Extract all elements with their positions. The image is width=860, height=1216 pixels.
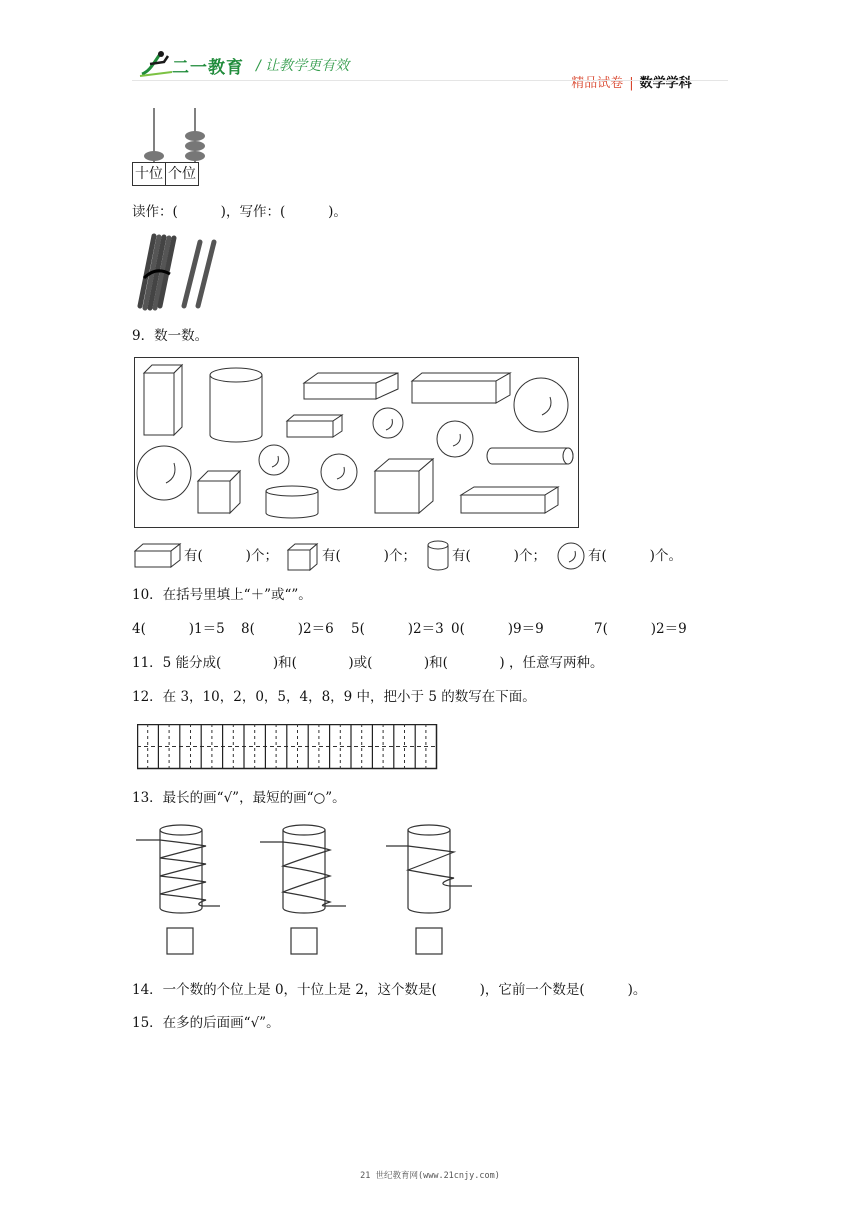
- header-label: 精品试卷: [571, 76, 624, 91]
- tens-bead: [144, 151, 164, 161]
- coils-figure: [134, 820, 480, 960]
- tens-label: 十位: [133, 163, 166, 186]
- sphere-icon: [556, 541, 586, 571]
- stick-bundle: [140, 236, 174, 308]
- cuboid-shape: [304, 373, 398, 399]
- q11: 11．5 能分成( )和( )或( )和( ) ，任意写两种。: [132, 655, 604, 671]
- single-stick: [198, 242, 214, 306]
- coil-cylinder-2: [260, 825, 346, 954]
- header-subject: 数学学科: [639, 76, 692, 91]
- shapes-box: [134, 357, 580, 529]
- ones-label: 个位: [166, 163, 199, 186]
- cuboid-shape: [287, 415, 342, 437]
- sphere-shape: [373, 408, 403, 438]
- header-divider: [132, 80, 728, 81]
- brand-name: 二一教育: [172, 58, 244, 78]
- header-separator: |: [629, 76, 634, 91]
- cylinder-shape: [487, 448, 573, 464]
- ones-bead: [185, 141, 205, 151]
- q10-item-1: 4( )1＝5: [132, 621, 225, 637]
- cube-icon: [287, 543, 321, 571]
- cuboid-shape: [461, 487, 558, 513]
- coil-cylinder-3: [386, 825, 472, 954]
- q10-item-4: 0( )9＝9: [451, 621, 544, 637]
- single-stick: [184, 242, 200, 306]
- header-right: [563, 57, 692, 91]
- q10-item-3: 5( )2＝3: [351, 621, 444, 637]
- cylinder-count: 有( )个；: [452, 548, 546, 564]
- sphere-shape: [514, 378, 568, 432]
- sticks-figure: [130, 232, 230, 314]
- brand-logo-icon: [138, 50, 174, 78]
- q14: 14．一个数的个位上是 0，十位上是 2，这个数是( )，它前一个数是( )。: [132, 982, 647, 998]
- q10-title: 10．在括号里填上“＋”或“”。: [132, 587, 312, 603]
- brand-slogan: / 让教学更有效: [256, 58, 350, 74]
- q15: 15．在多的后面画“√”。: [132, 1015, 280, 1031]
- sphere-shape: [137, 446, 191, 500]
- ones-bead: [185, 151, 205, 161]
- q9-title: 9．数一数。: [132, 328, 209, 344]
- sphere-shape: [437, 421, 473, 457]
- page-footer: 21 世纪教育网(www.21cnjy.com): [360, 1171, 500, 1181]
- coil-cylinder-1: [136, 825, 220, 954]
- abacus-figure: [140, 108, 210, 164]
- sphere-count: 有( )个。: [588, 548, 682, 564]
- q13: 13．最长的画“√”，最短的画“○”。: [132, 790, 346, 806]
- cube-count: 有( )个；: [322, 548, 416, 564]
- q10-item-2: 8( )2＝6: [241, 621, 334, 637]
- cuboid-icon: [134, 543, 182, 569]
- cuboid-shape: [144, 365, 182, 435]
- place-value-table: [132, 162, 199, 186]
- cube-shape: [198, 471, 240, 513]
- cuboid-count: 有( )个；: [184, 548, 278, 564]
- sphere-shape: [259, 445, 289, 475]
- cylinder-icon: [426, 540, 450, 572]
- q10-item-5: 7( )2＝9: [594, 621, 687, 637]
- cylinder-shape: [210, 368, 262, 442]
- q8-read-write: 读作：( )，写作：( )。: [132, 204, 347, 220]
- cylinder-shape: [266, 486, 318, 518]
- sphere-shape: [321, 454, 357, 490]
- cuboid-shape: [412, 373, 510, 403]
- cube-shape: [375, 459, 433, 513]
- ones-bead: [185, 131, 205, 141]
- q12: 12．在 3，10，2，0，5，4，8，9 中，把小于 5 的数写在下面。: [132, 689, 536, 705]
- answer-grid: [137, 724, 439, 770]
